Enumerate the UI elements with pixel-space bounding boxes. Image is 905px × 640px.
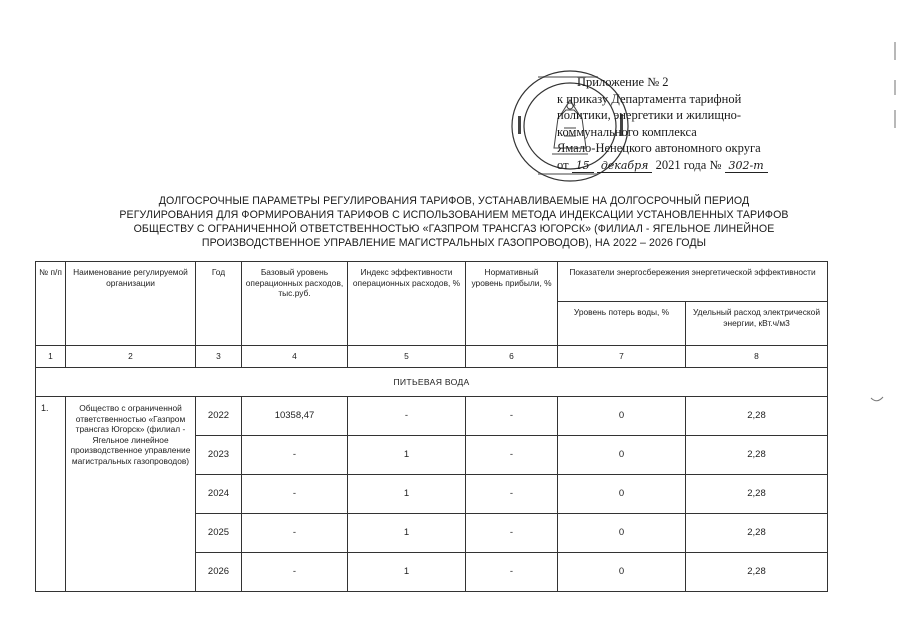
col-number: 6 [466,346,558,368]
appendix-line-2: к приказу Департамента тарифной [557,91,742,106]
appendix-date-line [557,157,857,175]
date-prefix: от [557,157,569,172]
cell-index: 1 [348,514,466,553]
header-electric-consumption: Удельный расход электрической энергии, кВт.ч/м3 [686,302,828,346]
cell-index: 1 [348,553,466,592]
title-line-2: РЕГУЛИРОВАНИЯ ДЛЯ ФОРМИРОВАНИЯ ТАРИФОВ С ИСПОЛЬЗОВАНИЕМ МЕТОДА ИНДЕКСАЦИИ УСТАНОВЛЕННЫХ ТАРИФОВ [119,209,789,221]
cell-electric: 2,28 [686,397,828,436]
title-line-3: ОБЩЕСТВУ С ОГРАНИЧЕННОЙ ОТВЕТСТВЕННОСТЬЮ «ГАЗПРОМ ТРАНСГАЗ ЮГОРСК» (ФИЛИАЛ - ЯГЕЛЬНОЕ ЛИНЕЙНОЕ [133,223,775,235]
header-org: Наименование регулируемой организации [66,262,196,346]
cell-base: - [242,514,348,553]
date-day: 15 [572,159,594,173]
header-num: № п/п [36,262,66,346]
header-profit-level: Нормативный уровень прибыли, % [466,262,558,346]
appendix-title: Приложение № 2 [577,75,669,89]
cell-year: 2022 [196,397,242,436]
appendix-line-5: Ямало-Ненецкого автономного округа [557,141,761,155]
col-number: 2 [66,346,196,368]
header-water-loss: Уровень потерь воды, % [558,302,686,346]
col-number: 5 [348,346,466,368]
cell-index: 1 [348,475,466,514]
column-numbers-row [36,346,828,368]
col-number: 4 [242,346,348,368]
title-line-1: ДОЛГОСРОЧНЫЕ ПАРАМЕТРЫ РЕГУЛИРОВАНИЯ ТАРИФОВ, УСТАНАВЛИВАЕМЫЕ НА ДОЛГОСРОЧНЫЙ ПЕРИОД [158,195,750,207]
cell-year: 2026 [196,553,242,592]
cell-electric: 2,28 [686,514,828,553]
date-month: декабря [597,159,653,173]
col-number: 7 [558,346,686,368]
parameters-table [35,261,828,592]
cell-profit: - [466,436,558,475]
cell-profit: - [466,514,558,553]
cell-electric: 2,28 [686,436,828,475]
cell-base: - [242,475,348,514]
order-number: 302-т [725,159,768,173]
cell-base: - [242,553,348,592]
header-row-1 [36,262,828,302]
edge-mark-icon [892,40,898,130]
cell-base: 10358,47 [242,397,348,436]
section-drinking-water: ПИТЬЕВАЯ ВОДА [36,368,828,397]
cell-loss: 0 [558,397,686,436]
title-line-4: ПРОИЗВОДСТВЕННОЕ УПРАВЛЕНИЕ МАГИСТРАЛЬНЫХ ГАЗОПРОВОДОВ), НА 2022 – 2026 ГОДЫ [201,237,707,249]
row-index: 1. [36,397,66,592]
header-energy-group: Показатели энергосбережения энергетической эффективности [558,262,828,302]
document-title [20,194,888,250]
cell-year: 2025 [196,514,242,553]
scan-mark-icon [870,396,884,404]
col-number: 3 [196,346,242,368]
col-number: 1 [36,346,66,368]
appendix-line-3: политики, энергетики и жилищно- [557,108,742,122]
organization-name: Общество с ограниченной ответственностью «Газпром трансгаз Югорск» (филиал - Ягельное линейное производственное управление магистральных газопроводов) [66,397,196,592]
col-number: 8 [686,346,828,368]
appendix-header [557,74,857,174]
cell-loss: 0 [558,436,686,475]
appendix-line-4: коммунального комплекса [557,124,697,139]
header-efficiency-index: Индекс эффективности операционных расходов, % [348,262,466,346]
cell-year: 2024 [196,475,242,514]
date-year: 2021 года № [655,157,722,172]
cell-loss: 0 [558,514,686,553]
cell-electric: 2,28 [686,475,828,514]
cell-index: - [348,397,466,436]
cell-profit: - [466,397,558,436]
cell-loss: 0 [558,475,686,514]
section-row [36,368,828,397]
cell-year: 2023 [196,436,242,475]
table-row [36,397,828,436]
cell-electric: 2,28 [686,553,828,592]
cell-profit: - [466,553,558,592]
cell-profit: - [466,475,558,514]
cell-base: - [242,436,348,475]
cell-loss: 0 [558,553,686,592]
header-base-level: Базовый уровень операционных расходов, тыс.руб. [242,262,348,346]
cell-index: 1 [348,436,466,475]
header-year: Год [196,262,242,346]
